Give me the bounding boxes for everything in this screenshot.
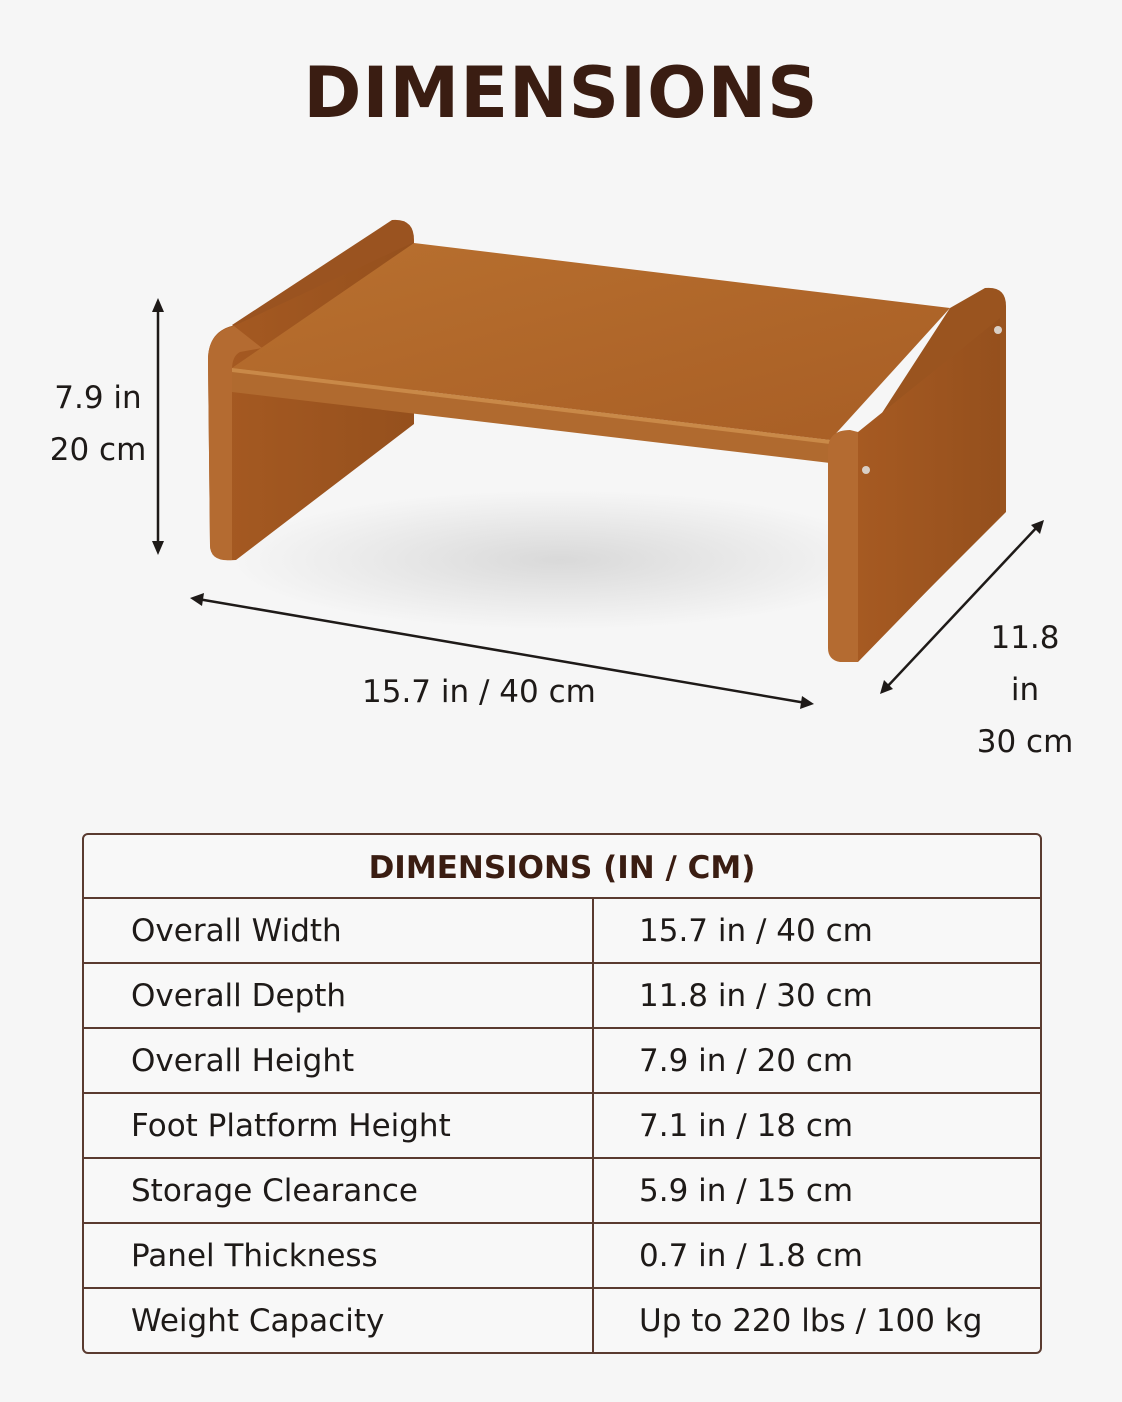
row-label: Storage Clearance	[84, 1159, 594, 1222]
row-value: 11.8 in / 30 cm	[639, 977, 873, 1014]
row-value: Up to 220 lbs / 100 kg	[639, 1302, 983, 1339]
table-row	[84, 1159, 1040, 1224]
row-label: Overall Depth	[84, 964, 594, 1027]
table-header: DIMENSIONS (IN / CM)	[84, 835, 1040, 899]
table-row	[84, 1224, 1040, 1289]
screw-icon	[862, 466, 870, 474]
row-value: 7.9 in / 20 cm	[639, 1042, 854, 1079]
table-row	[84, 1094, 1040, 1159]
page-title: DIMENSIONS	[303, 52, 819, 134]
arrow-head-icon	[800, 696, 814, 709]
footrest-illustration	[0, 180, 1122, 740]
height-label-in: 7.9 in	[54, 380, 142, 416]
row-label: Panel Thickness	[84, 1224, 594, 1287]
row-value: 15.7 in / 40 cm	[639, 912, 873, 949]
row-label: Weight Capacity	[84, 1289, 594, 1352]
table-row	[84, 1289, 1040, 1352]
row-value: 7.1 in / 18 cm	[639, 1107, 854, 1144]
height-label	[48, 372, 148, 476]
depth-label	[972, 612, 1078, 768]
right-panel-edge	[828, 430, 858, 662]
width-label: 15.7 in / 40 cm	[362, 674, 596, 710]
depth-label-in: 11.8 in	[990, 620, 1060, 708]
row-value: 0.7 in / 1.8 cm	[639, 1237, 863, 1274]
table-body	[84, 899, 1040, 1352]
row-label: Foot Platform Height	[84, 1094, 594, 1157]
row-label: Overall Height	[84, 1029, 594, 1092]
depth-label-cm: 30 cm	[976, 724, 1074, 760]
height-label-cm: 20 cm	[49, 432, 147, 468]
arrow-head-icon	[152, 298, 164, 312]
table-row	[84, 1029, 1040, 1094]
floor-shadow	[230, 490, 890, 630]
arrow-head-icon	[152, 541, 164, 555]
product-figure	[0, 180, 1122, 760]
table-row	[84, 964, 1040, 1029]
dimensions-table	[82, 833, 1042, 1354]
screw-icon	[994, 326, 1002, 334]
table-row	[84, 899, 1040, 964]
row-value: 5.9 in / 15 cm	[639, 1172, 854, 1209]
row-label: Overall Width	[84, 899, 594, 962]
arrow-head-icon	[190, 593, 204, 606]
